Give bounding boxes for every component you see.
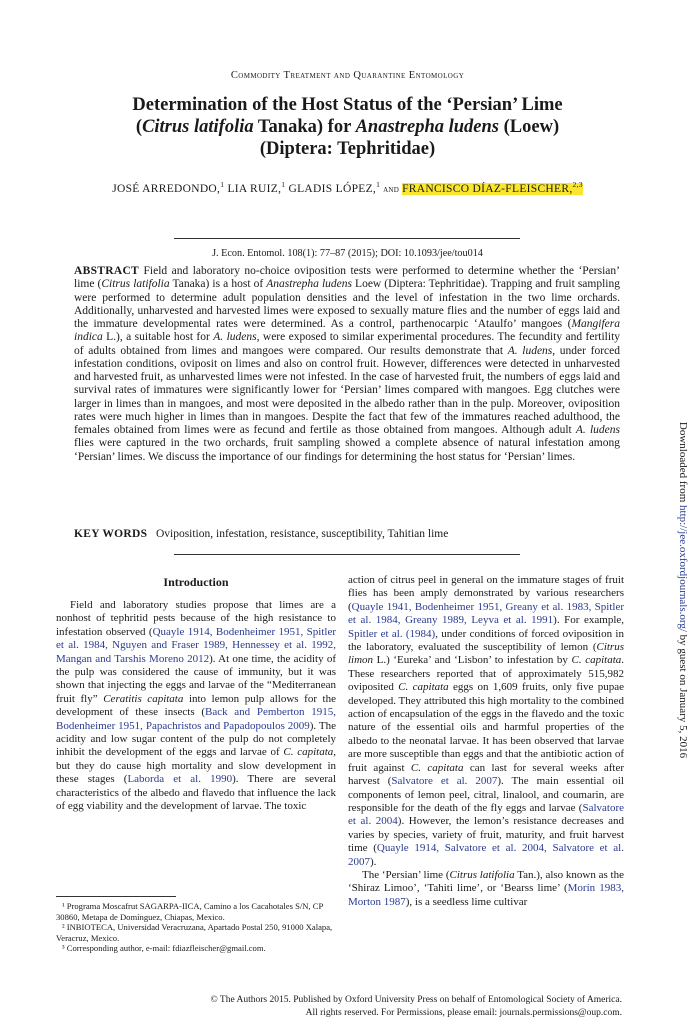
footnote-divider bbox=[56, 896, 176, 897]
footnote-3: ³ Corresponding author, e-mail: fdiazfleischer@gmail.com. bbox=[62, 943, 266, 954]
body-paragraph: action of citrus peel in general on the immature stages of fruit flies has been amply demonstrated by various researchers (Quayle 1941, Bodenheimer 1951, Greany et al. 1983, Spitler et al. 1984, Greany 1989, Leyva et al. 1991). For example, Spitler et al. (1984), under conditions of forced oviposition in the laboratory, evaluated the susceptibility of lemon (Citrus limon L.) ‘Eureka’ and ‘Lisbon’ to infestation by C. capitata. These researchers reported that of approximately 515,982 oviposited C. capitata eggs on 1,609 fruits, only five pupae developed. They attributed this high mortality to the combined action of encapsulation of the eggs in the flavedo and the toxic nature of the essential oils and harmful properties of the albedo to the neonatal larvae. It has been observed that larvae are more susceptible than eggs and that the antibiotic action of fruit against C. capitata can last for several weeks after harvest (Salvatore et al. 2007). The main essential oil components of lemon peel, citral, linalool, and coumarin, are responsible for the death of the fly eggs and larvae (Salvatore et al. 2004). However, the lemon’s resistance decreases and varies by species, variety of fruit, maturity, and fruit harvest time (Quayle 1914, Salvatore et al. 2004, Salvatore et al. 2007). bbox=[348, 574, 625, 868]
title-species: Citrus latifolia bbox=[142, 117, 254, 137]
abstract-label: ABSTRACT bbox=[74, 265, 140, 277]
divider bbox=[174, 238, 520, 239]
reference-link[interactable]: Quayle 1941, Bodenheimer 1951, Greany et al. 1983, Spitler et al. 1984, Greany 1989, Leyva et al. 1991 bbox=[348, 600, 624, 627]
right-column bbox=[348, 574, 624, 909]
copyright-line-1: © The Authors 2015. Published by Oxford University Press on behalf of Entomological Society of America. bbox=[210, 995, 622, 1005]
reference-link[interactable]: Spitler et al. (1984) bbox=[348, 627, 436, 640]
abstract: ABSTRACT Field and laboratory no-choice oviposition tests were performed to determine whether the ‘Persian’ lime (Citrus latifolia Tanaka) is a host of Anastrepha ludens Loew (Diptera: Tephritidae). Trapping and fruit sampling were performed to determine adult population densities and the level of infestation in the two lime orchards. Additionally, unharvested and harvested limes were exposed to sexually mature flies and the number of eggs laid and the immature developmental rates were determined. As a control, parthenocarpic ‘Ataulfo’ mangoes (Mangifera indica L.), a suitable host for A. ludens, were exposed to similar experimental procedures. The fecundity and fertility of adults obtained from limes and mangoes were compared. Our results demonstrate that A. ludens, under forced infestation conditions, oviposit on limes and also on control fruit. However, differences were detected in unharvested and harvested fruit, as unharvested limes were not infested. In the case of harvested fruit, the numbers of eggs laid and survival rates of immatures were significantly lower for ‘Persian’ limes compared with mangoes. Egg clutches were larger in limes than in mangoes, and most were deposited in the albedo rather than in the pulp. Moreover, oviposition rates were much higher in limes than in mangoes. Despite the fact that few of the immatures reached adulthood, the females obtained from limes were as fecund and fertile as those obtained from mangoes. Although adult A. ludens flies were captured in the two orchards, fruit sampling showed a complete absence of natural infestation among ‘Persian’ limes. We discuss the importance of our findings for determining the host status for ‘Persian’ limes. bbox=[74, 265, 621, 463]
author-1: JOSÉ ARREDONDO, bbox=[112, 182, 221, 195]
keywords-label: KEY WORDS bbox=[74, 528, 148, 540]
footnotes bbox=[56, 896, 336, 954]
keywords-text: Oviposition, infestation, resistance, susceptibility, Tahitian lime bbox=[155, 528, 449, 540]
section-title-introduction: Introduction bbox=[163, 575, 229, 589]
reference-link[interactable]: Quayle 1914, Salvatore et al. 2004, Salvatore et al. 2007 bbox=[348, 842, 624, 868]
title-line-2: (Citrus latifolia Tanaka) for Anastrepha ludens (Loew) bbox=[135, 117, 560, 137]
article-title bbox=[40, 94, 655, 160]
download-watermark: Downloaded from http://jee.oxfordjournals.org/ by guest on January 5, 2016 bbox=[677, 421, 689, 759]
reference-link[interactable]: Salvatore et al. 2007 bbox=[391, 775, 498, 788]
footnote-1: ¹ Programa Moscafrut SAGARPA-IICA, Camino a los Cacahotales S/N, CP 30860, Metapa de Domínguez, Chiapas, Mexico. bbox=[56, 901, 323, 922]
keywords bbox=[74, 528, 620, 540]
reference-link[interactable]: Back and Pemberton 1915, Bodenheimer 1951, Papachristos and Papadopoulos 2009 bbox=[56, 706, 336, 732]
reference-link[interactable]: Morín 1983, Morton 1987 bbox=[348, 882, 625, 908]
reference-link[interactable]: Salvatore et al. 2004 bbox=[348, 801, 624, 828]
reference-link[interactable]: Quayle 1914, Bodenheimer 1951, Spitler et al. 1984, Nguyen and Fraser 1989, Hennessey et al. 1992, Mangan and Tarshis Moreno 2012 bbox=[56, 625, 337, 665]
author-3: GLADIS LÓPEZ, bbox=[285, 182, 377, 195]
reference-link[interactable]: Laborda et al. 1990 bbox=[127, 773, 233, 786]
body-paragraph: The ‘Persian’ lime (Citrus latifolia Tan.), also known as the ‘Shiraz Limoo’, ‘Tahiti lime’, or ‘Bearss lime’ (Morín 1983, Morton 1987), is a seedless lime cultivar bbox=[348, 868, 625, 908]
journal-link[interactable]: http://jee.oxfordjournals.org/ bbox=[677, 505, 689, 632]
copyright-line-2: All rights reserved. For Permissions, please email: journals.permissions@oup.com. bbox=[305, 1008, 622, 1018]
author-list: JOSÉ ARREDONDO,$^1$ LIA RUIZ,$^1$ GLADIS LÓPEZ,$^1$ and FRANCISCO DÍAZ-FLEISCHER,$^{2,3}$ bbox=[112, 180, 583, 195]
title-line-3: (Diptera: Tephritidae) bbox=[259, 139, 436, 159]
footnote-2: ² INBIOTECA, Universidad Veracruzana, Apartado Postal 250, 91000 Xalapa, Veracruz, Mexico. bbox=[56, 922, 333, 943]
section-heading: Commodity Treatment and Quarantine Entomology bbox=[230, 70, 465, 81]
left-column bbox=[56, 575, 336, 814]
intro-paragraph: Field and laboratory studies propose that limes are a nonhost of tephritid pests because of the high resistance to infestation observed (Quayle 1914, Bodenheimer 1951, Spitler et al. 1984, Nguyen and Fraser 1989, Hennessey et al. 1992, Mangan and Tarshis Moreno 2012). At one time, the acidity of the pulp was considered the cause of immunity, but it was shown that injecting the eggs and larvae of the “Mediterranean fruit fly” Ceratitis capitata into lemon pulp allows for the development of these insects (Back and Pemberton 1915, Bodenheimer 1951, Papachristos and Papadopoulos 2009). The acidity and low sugar content of the pulp do not completely inhibit the development of the eggs and larvae of C. capitata, but they do cause high mortality and slow development in these stages (Laborda et al. 1990). There are several characteristics of the albedo and flavedo that influence the lack of egg viability and the development of larvae. The toxic bbox=[56, 599, 337, 813]
divider bbox=[174, 554, 520, 555]
copyright-notice bbox=[0, 994, 690, 1020]
citation-line: J. Econ. Entomol. 108(1): 77–87 (2015); DOI: 10.1093/jee/tou014 bbox=[212, 248, 483, 259]
author-4-highlighted: FRANCISCO DÍAZ-FLEISCHER,$^{2,3}$ bbox=[402, 180, 583, 195]
author-2: LIA RUIZ, bbox=[224, 182, 282, 195]
title-pest: Anastrepha ludens bbox=[355, 117, 499, 137]
title-line-1: Determination of the Host Status of the ‘Persian’ Lime bbox=[132, 95, 563, 115]
